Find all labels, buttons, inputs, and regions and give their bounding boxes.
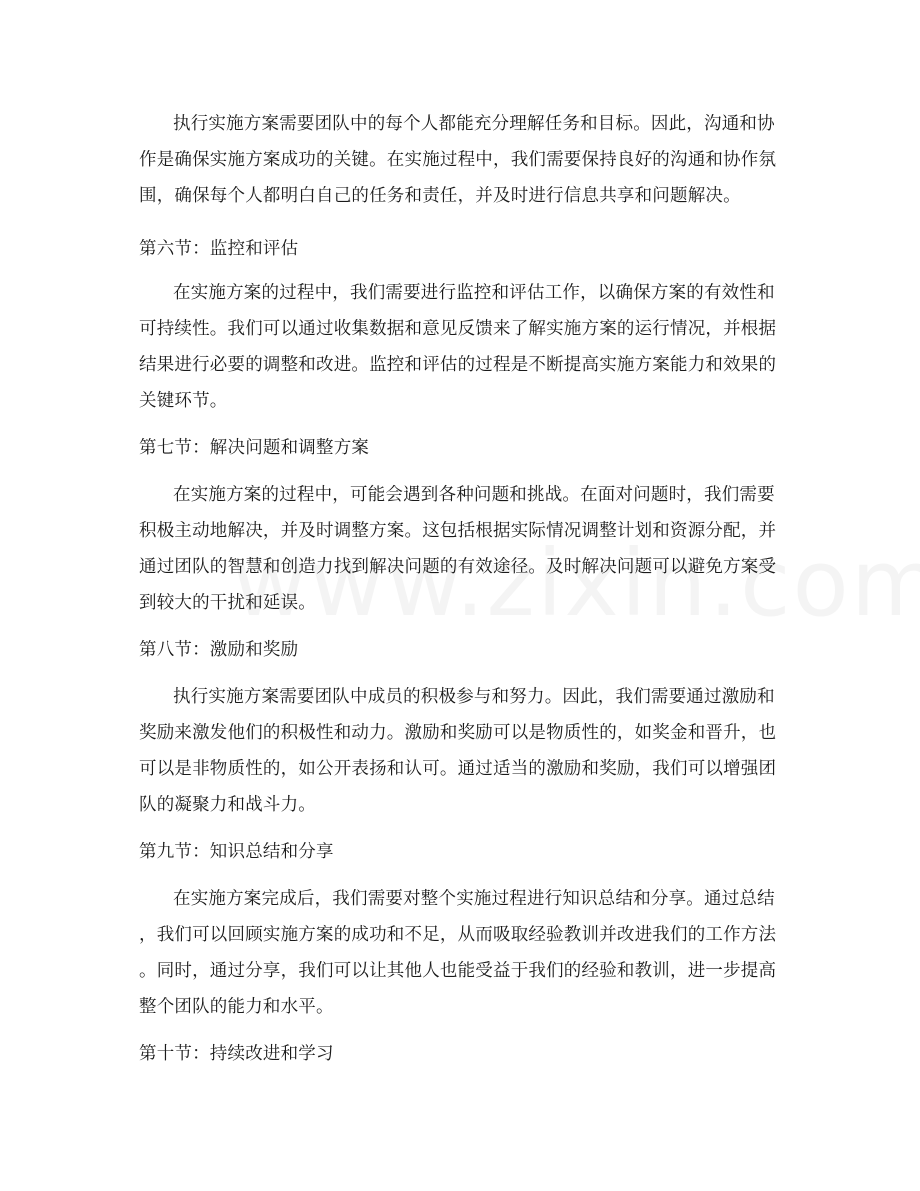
paragraph-line: 结果进行必要的调整和改进。监控和评估的过程是不断提高实施方案能力和效果的 [139,355,777,375]
paragraph-line: 执行实施方案需要团队中的每个人都能充分理解任务和目标。因此，沟通和协 [173,114,775,134]
paragraph-line: ，我们可以回顾实施方案的成功和不足，从而吸取经验教训并改进我们的工作方法 [139,925,777,945]
section-heading: 第八节：激励和奖励 [139,640,299,660]
paragraph-line: 在实施方案完成后，我们需要对整个实施过程进行知识总结和分享。通过总结 [173,889,775,909]
paragraph-line: 在实施方案的过程中，可能会遇到各种问题和挑战。在面对问题时，我们需要 [173,485,775,505]
section-heading: 第六节：监控和评估 [139,239,299,259]
paragraph-line: 。同时，通过分享，我们可以让其他人也能受益于我们的经验和教训，进一步提高 [139,961,777,981]
paragraph-line: 整个团队的能力和水平。 [139,997,334,1017]
paragraph-line: 可以是非物质性的，如公开表扬和认可。通过适当的激励和奖励，我们可以增强团 [139,759,777,779]
paragraph-line: 积极主动地解决，并及时调整方案。这包括根据实际情况调整计划和资源分配，并 [139,521,777,541]
paragraph-line: 关键环节。 [139,391,228,411]
section-heading: 第九节：知识总结和分享 [139,842,334,862]
paragraph-line: 到较大的干扰和延误。 [139,593,316,613]
paragraph-line: 奖励来激发他们的积极性和动力。激励和奖励可以是物质性的，如奖金和晋升，也 [139,723,777,743]
section-heading: 第十节：持续改进和学习 [139,1044,334,1064]
paragraph-line: 在实施方案的过程中，我们需要进行监控和评估工作，以确保方案的有效性和 [173,283,775,303]
paragraph-line: 通过团队的智慧和创造力找到解决问题的有效途径。及时解决问题可以避免方案受 [139,557,777,577]
watermark [232,528,692,640]
paragraph-line: 可持续性。我们可以通过收集数据和意见反馈来了解实施方案的运行情况，并根据 [139,319,777,339]
section-heading: 第七节：解决问题和调整方案 [139,438,370,458]
paragraph-line: 执行实施方案需要团队中成员的积极参与和努力。因此，我们需要通过激励和 [173,687,775,707]
paragraph-line: 作是确保实施方案成功的关键。在实施过程中，我们需要保持良好的沟通和协作氛 [139,150,777,170]
paragraph-line: 围，确保每个人都明白自己的任务和责任，并及时进行信息共享和问题解决。 [139,186,741,206]
paragraph-line: 队的凝聚力和战斗力。 [139,795,316,815]
